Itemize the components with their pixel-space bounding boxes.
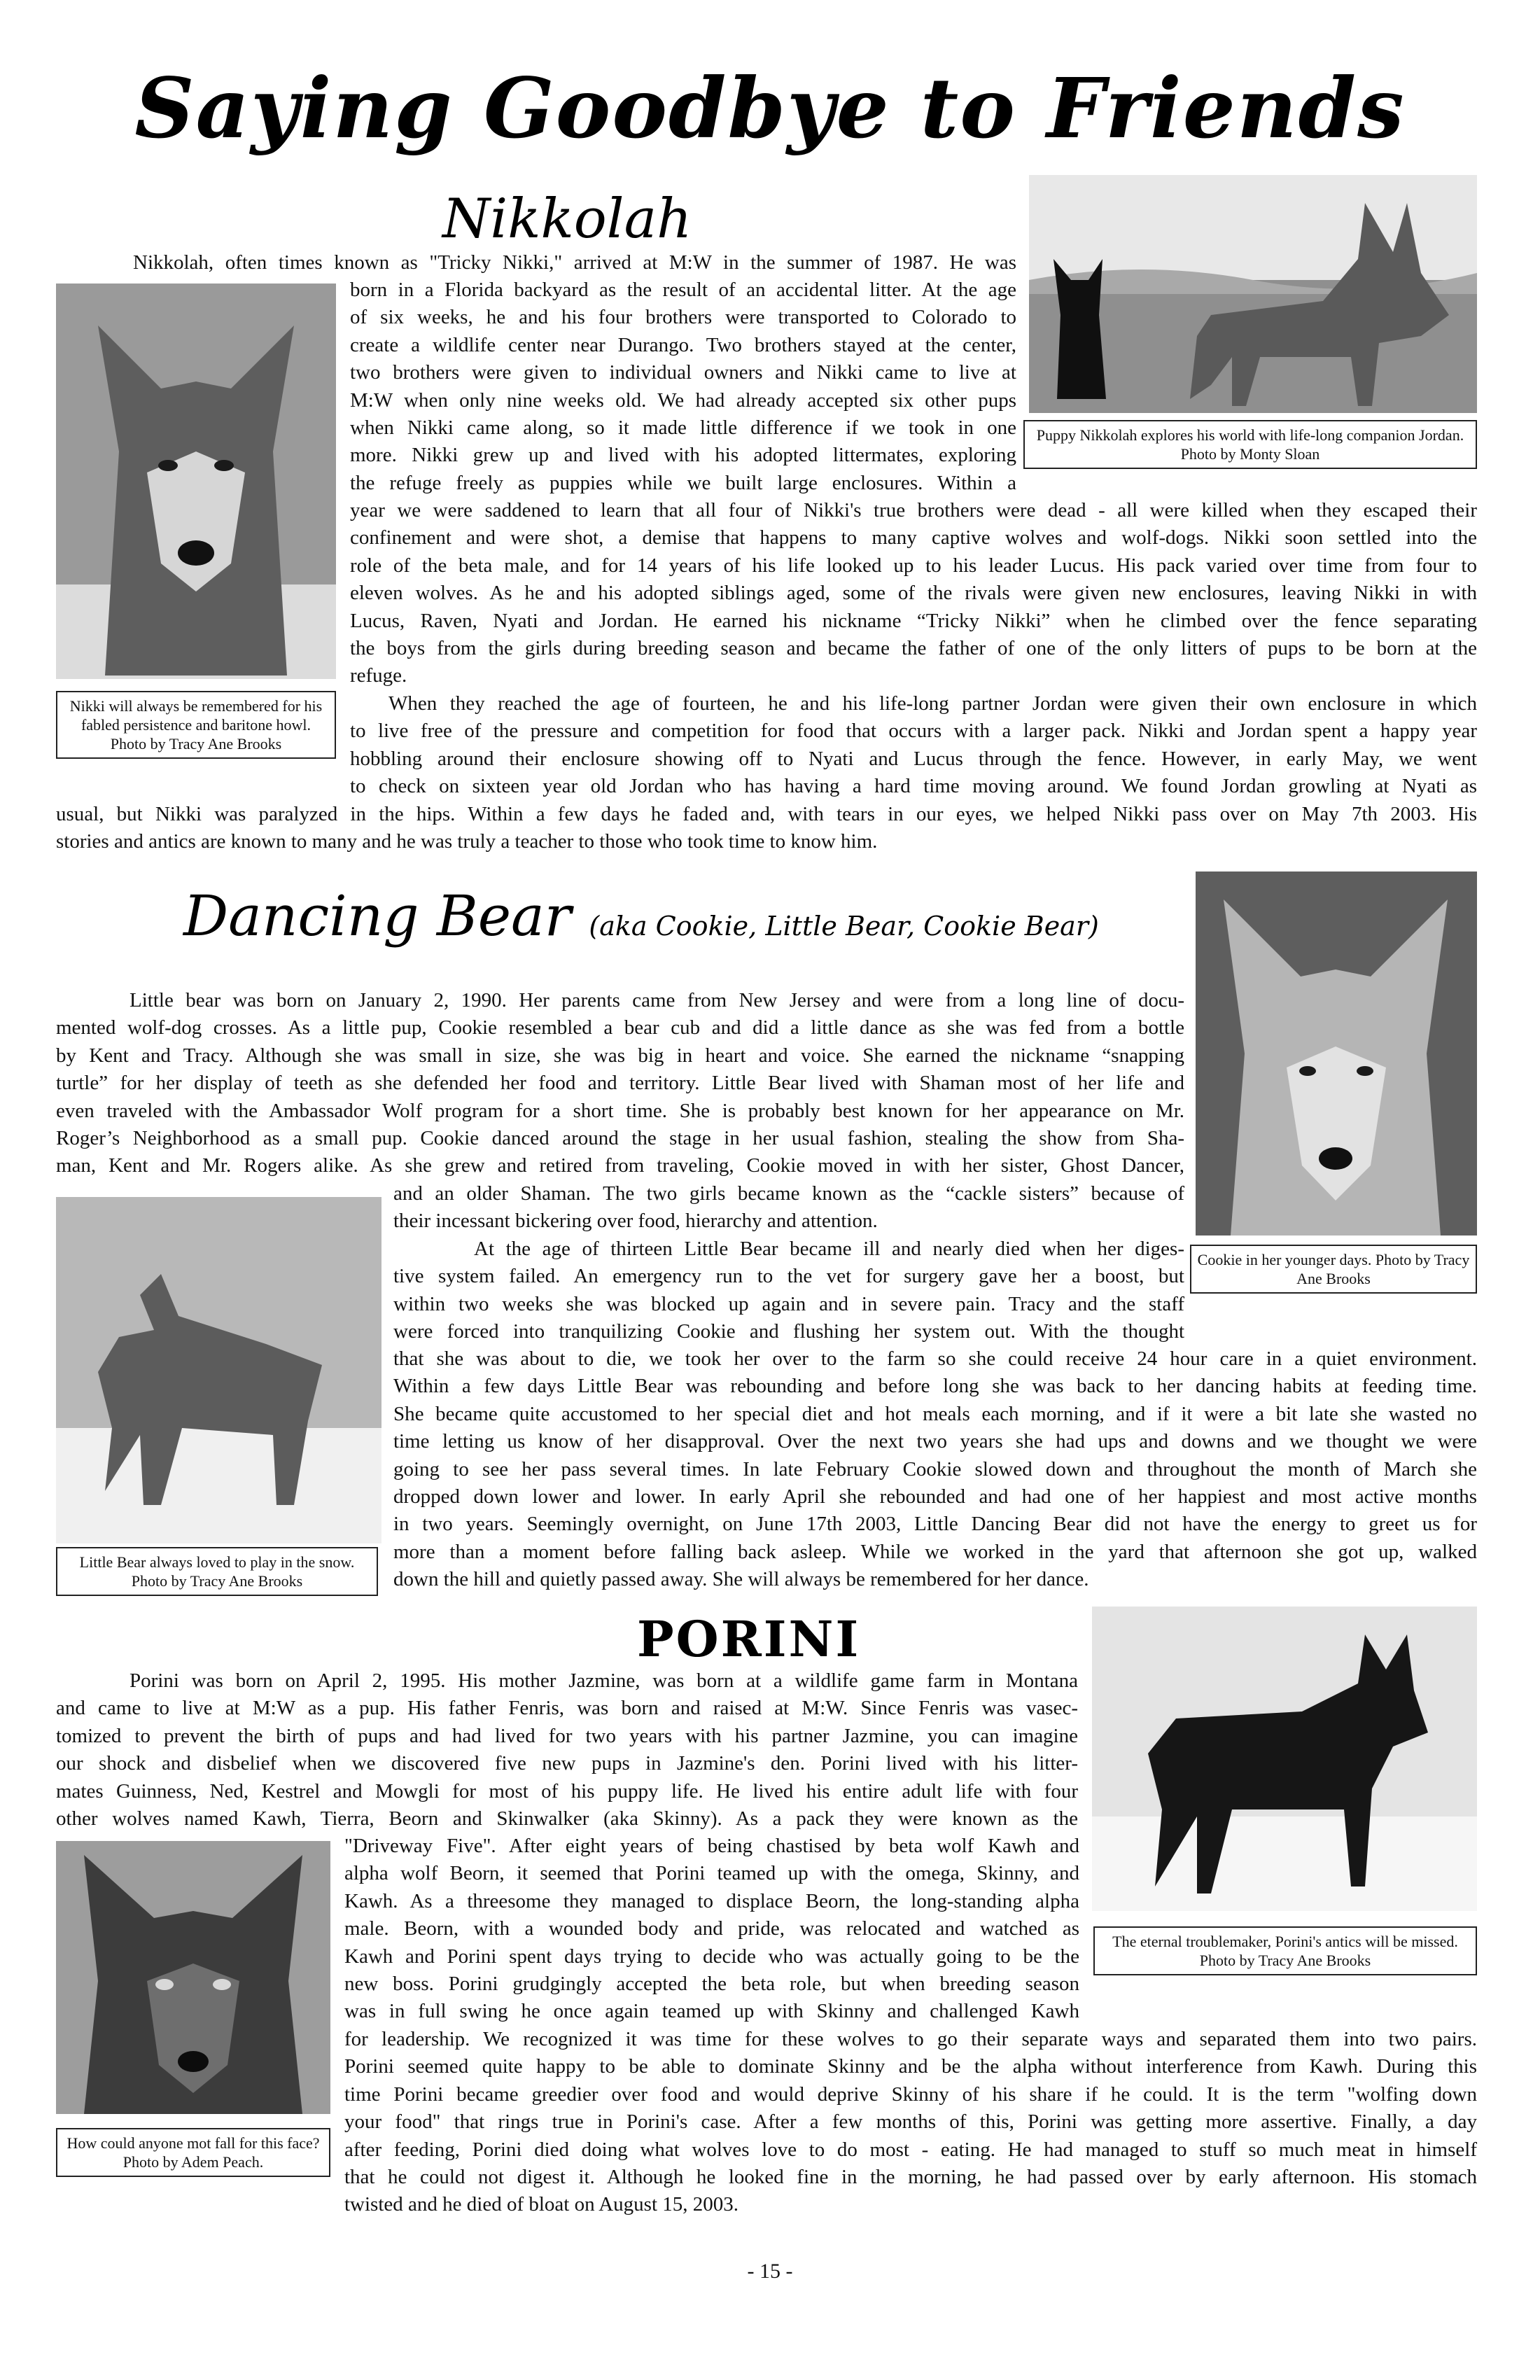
nikkolah-puppies-photo: [1029, 175, 1477, 413]
text-line: Kawh. As a threesome they managed to displace Beorn, the long-standing alpha: [344, 1889, 1079, 1912]
dancing-bear-heading: [183, 883, 1099, 948]
text-line: and came to live at M:W as a pup. His father Fenris, was born and raised at M:W. Since Fenris was vasec-: [56, 1697, 1078, 1720]
text-line: Lucus, Raven, Nyati and Jordan. He earned his nickname “Tricky Nikki” when he climbed over the fence separating: [350, 609, 1477, 632]
text-line: role of the beta male, and for 14 years of his life looked up to his leader Lucus. His pack varied over time from four to: [350, 554, 1477, 577]
text-line: that she was about to die, we took her over to the farm so she could receive 24 hour care in a quiet environment.: [393, 1348, 1477, 1370]
text-line: when Nikki came along, so it made little difference if we took in one: [350, 416, 1016, 440]
text-line: more. Nikki grew up and lived with his adopted littermates, exploring: [350, 444, 1016, 467]
text-line: down the hill and quietly passed away. She will always be remembered for her dance.: [393, 1568, 1089, 1591]
text-line: When they reached the age of fourteen, he and his life-long partner Jordan were given their own enclosure in which: [388, 692, 1477, 715]
text-line: time letting us know of her disapproval. Over the next two years she had ups and downs and we thought we were: [393, 1430, 1477, 1453]
text-line: year we were saddened to learn that all four of Nikki's true brothers were dead - all were killed when they escaped their: [350, 499, 1477, 522]
text-line: eleven wolves. As he and his adopted siblings aged, some of the rivals were given new enclosures, leaving Nikki in with: [350, 582, 1477, 605]
text-line: Little bear was born on January 2, 1990. Her parents came from New Jersey and were from a long line of docu-: [130, 989, 1184, 1011]
text-line: create a wildlife center near Durango. Two brothers stayed at the center,: [350, 333, 1016, 356]
text-line: our shock and disbelief when we discovered five new pups in Jazmine's den. Porini lived with his litter-: [56, 1752, 1078, 1775]
text-line: of six weeks, he and his four brothers were transported to Colorado to: [350, 306, 1016, 329]
text-line: Roger’s Neighborhood as a small pup. Cookie danced around the stage in her usual fashion, stealing the show from Sha-: [56, 1127, 1184, 1150]
text-line: mented wolf-dog crosses. As a little pup, Cookie resembled a bear cub and did a little dance as she was fed from a bottle: [56, 1016, 1184, 1040]
text-line: Within a few days Little Bear was rebounding and before long she was back to her dancing habits at feeding time.: [393, 1375, 1477, 1398]
text-line: At the age of thirteen Little Bear became ill and nearly died when her diges-: [474, 1237, 1184, 1260]
text-line: tive system failed. An emergency run to the vet for surgery gave her a boost, but: [393, 1265, 1184, 1288]
nikkolah-left-caption: Nikki will always be remembered for his fabled persistence and baritone howl. Photo by Tracy Ane Brooks: [56, 691, 336, 759]
page-title: Saying Goodbye to Friends: [134, 59, 1406, 157]
nikkolah-right-caption: Puppy Nikkolah explores his world with life-long companion Jordan. Photo by Monty Sloan: [1023, 420, 1477, 469]
text-line: that he could not digest it. Although he looked fine in the morning, he had passed over by early afternoon. His stomach: [344, 2166, 1477, 2189]
text-line: more than a moment before falling back asleep. While we worked in the yard that afternoon she got up, walked: [393, 1540, 1477, 1563]
text-line: for leadership. We recognized it was time for these wolves to go their separate ways and separated them into two pairs.: [344, 2028, 1477, 2050]
text-line: two brothers were given to individual owners and Nikki came to live at: [350, 361, 1016, 384]
text-line: "Driveway Five". After eight years of being chastised by beta wolf Kawh and: [344, 1835, 1079, 1857]
text-line: new boss. Porini grudgingly accepted the beta role, but when breeding season: [344, 1973, 1079, 1996]
text-line: within two weeks she was blocked up again and in severe pain. Tracy and the staff: [393, 1292, 1184, 1315]
text-line: was in full swing he once again teamed up with Skinny and challenged Kawh: [344, 2000, 1079, 2023]
text-line: were forced into tranquilizing Cookie and flushing her system out. With the thought: [393, 1320, 1184, 1343]
text-line: usual, but Nikki was paralyzed in the hips. Within a few days he faded and, with tears in our eyes, we helped Nikki pass over on May 7th 2003. His: [56, 803, 1477, 825]
nikkolah-text-top: [133, 249, 1016, 276]
text-line: to check on sixteen year old Jordan who has having a hard time moving around. We found Jordan growling at Nyati as: [350, 775, 1477, 798]
dancing-bear-aka: (aka Cookie, Little Bear, Cookie Bear): [589, 911, 1099, 941]
little-bear-left-caption: Little Bear always loved to play in the snow. Photo by Tracy Ane Brooks: [56, 1547, 378, 1596]
text-line: M:W when only nine weeks old. We had already accepted six other pups: [350, 388, 1016, 412]
text-line: the boys from the girls during breeding season and became the father of one of the only litters of pups to be born at the: [350, 637, 1477, 660]
text-line: dropped down lower and lower. In early April she rebounded and had one of her happiest and most active months: [393, 1485, 1477, 1508]
text-line: twisted and he died of bloat on August 15, 2003.: [344, 2193, 739, 2216]
text-line: even traveled with the Ambassador Wolf program for a short time. She is probably best known for her appearance on Mr.: [56, 1099, 1184, 1122]
text-line: in two years. Seemingly overnight, on June 17th 2003, Little Dancing Bear did not have the energy to greet us for: [393, 1513, 1477, 1536]
text-line: Kawh and Porini spent days trying to decide who was actually going to be the: [344, 1945, 1079, 1968]
cookie-portrait-photo: [1196, 872, 1477, 1236]
text-line: confinement and were shot, a demise that happens to many captive wolves and wolf-dogs. Nikki soon settled into the: [350, 526, 1477, 550]
porini-portrait-photo: [56, 1841, 330, 2114]
text-line: Porini seemed quite happy to be able to dominate Skinny and be the alpha without interference from Kawh. During this: [344, 2055, 1477, 2078]
text-line: man, Kent and Mr. Rogers alike. As she grew and retired from traveling, Cookie moved in with her sister, Ghost Dancer,: [56, 1154, 1184, 1177]
nikkolah-text-bottom: [56, 801, 1477, 856]
dancing-bear-text-wrap: [393, 1180, 1184, 1345]
text-line: and an older Shaman. The two girls became known as the “cackle sisters” because of: [393, 1182, 1184, 1205]
text-line: mates Guinness, Ned, Kestrel and Mowgli for most of his puppy life. He lived his entire adult life with four: [56, 1779, 1078, 1802]
cookie-right-caption: Cookie in her younger days. Photo by Tracy Ane Brooks: [1190, 1245, 1477, 1294]
dancing-bear-title: Dancing Bear: [183, 883, 571, 948]
dancing-bear-text-top: [56, 987, 1184, 1180]
text-line: time Porini became greedier over food and would deprive Skinny of his share if he could. It is the term "wolfing down: [344, 2082, 1477, 2106]
text-line: Porini was born on April 2, 1995. His mother Jazmine, was born at a wildlife game farm in Montana: [130, 1670, 1078, 1692]
text-line: by Kent and Tracy. Although she was small in size, she was big in heart and voice. She earned the nickname “snapping: [56, 1044, 1184, 1067]
nikkolah-text-wrap: [350, 276, 1016, 497]
little-bear-snow-photo: [56, 1197, 382, 1544]
text-line: refuge.: [350, 664, 407, 687]
text-line: going to see her pass several times. In late February Cookie slowed down and throughout the month of March she: [393, 1457, 1477, 1480]
text-line: born in a Florida backyard as the result of an accidental litter. At the age: [350, 279, 1016, 301]
dancing-bear-text-bottom: [393, 1345, 1477, 1594]
text-line: the refuge freely as puppies while we built large enclosures. Within a: [350, 471, 1016, 494]
text-line: to live free of the pressure and competition for food that occurs with a larger pack. Nikki and Jordan spent a happy year: [350, 720, 1477, 743]
text-line: male. Beorn, with a wounded body and pride, was relocated and watched as: [344, 1917, 1079, 1940]
text-line: their incessant bickering over food, hierarchy and attention.: [393, 1210, 878, 1233]
text-line: turtle” for her display of teeth as she defended her food and territory. Little Bear lived with Shaman most of her life and: [56, 1072, 1184, 1095]
text-line: alpha wolf Beorn, it seemed that Porini teamed up with the omega, Skinny, and: [344, 1862, 1079, 1885]
porini-heading: PORINI: [637, 1610, 861, 1668]
nikkolah-portrait-photo: [56, 284, 336, 679]
nikkolah-text-mid: [350, 497, 1477, 800]
porini-text-bottom: [344, 2026, 1477, 2219]
text-line: tomized to prevent the birth of pups and had lived for two years with his partner Jazmine, you can imagine: [56, 1724, 1078, 1747]
porini-left-caption: How could anyone mot fall for this face? Photo by Adem Peach.: [56, 2128, 330, 2177]
text-line: stories and antics are known to many and he was truly a teacher to those who took time to know him.: [56, 830, 878, 853]
text-line: after feeding, Porini died doing what wolves love to do most - eating. He had managed to stuff so much meat in himself: [344, 2138, 1477, 2161]
nikkolah-heading: Nikkolah: [442, 188, 692, 251]
text-line: your food" that rings true in Porini's case. After a few months of this, Porini was getting more assertive. Finally, a day: [344, 2110, 1477, 2134]
page-number: - 15 -: [747, 2260, 793, 2283]
text-line: hobbling around their enclosure showing off to Nyati and Lucus through the fence. However, in early May, we went: [350, 747, 1477, 770]
porini-text-top: [56, 1667, 1078, 1833]
porini-text-wrap: [344, 1833, 1079, 2026]
text-line: She became quite accustomed to her special diet and hot meals each morning, and if it were a bit late she wasted no: [393, 1402, 1477, 1425]
text-line: Nikkolah, often times known as "Tricky Nikki," arrived at M:W in the summer of 1987. He was: [133, 251, 1016, 274]
porini-right-caption: The eternal troublemaker, Porini's antics will be missed. Photo by Tracy Ane Brooks: [1093, 1926, 1477, 1975]
text-line: other wolves named Kawh, Tierra, Beorn and Skinwalker (aka Skinny). As a pack they were known as the: [56, 1807, 1078, 1830]
porini-snow-photo: [1092, 1606, 1477, 1911]
